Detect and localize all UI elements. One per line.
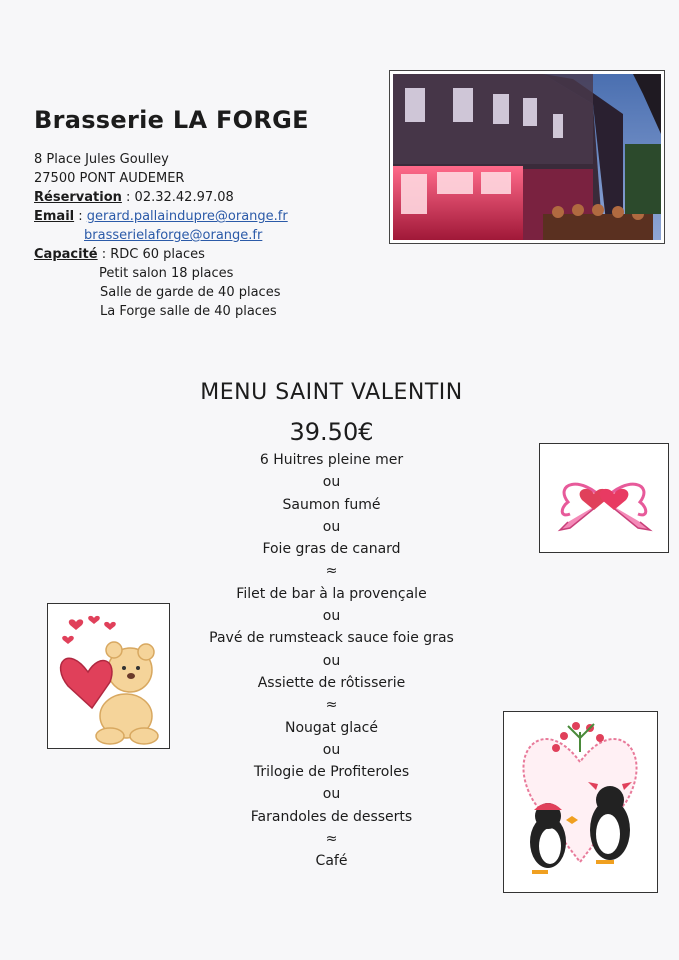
menu-item-text: Saumon fumé xyxy=(282,496,381,513)
ribbon-hearts-icon xyxy=(540,444,668,552)
email-label: Email xyxy=(34,209,75,224)
address-line-2: 27500 PONT AUDEMER xyxy=(34,171,185,186)
menu-item-text: ou xyxy=(322,608,341,625)
restaurant-name: Brasserie LA FORGE xyxy=(34,106,309,134)
capacity-salle-de-garde: Salle de garde de 40 places xyxy=(100,285,281,300)
menu-item-text: ou xyxy=(322,741,341,758)
teddy-bear-picture xyxy=(47,603,170,749)
capacity-la-forge: La Forge salle de 40 places xyxy=(100,304,277,319)
reservation-phone: : 02.32.42.97.08 xyxy=(126,190,234,205)
menu-item-text: Filet de bar à la provençale xyxy=(236,585,427,602)
capacity-rdc: : RDC 60 places xyxy=(101,247,205,262)
menu-course-divider xyxy=(0,560,679,582)
menu-item-text: Pavé de rumsteack sauce foie gras xyxy=(209,630,454,647)
reservation-line xyxy=(34,189,234,207)
email-line xyxy=(34,208,288,226)
email-line-2 xyxy=(84,227,262,245)
menu-item-text: ≈ xyxy=(325,563,338,580)
menu-item-text: Nougat glacé xyxy=(285,719,378,736)
address-line-1: 8 Place Jules Goulley xyxy=(34,152,169,167)
menu-item-text: ≈ xyxy=(325,831,338,848)
capacity-petit-salon: Petit salon 18 places xyxy=(99,266,234,281)
teddy-bear-heart-icon xyxy=(48,604,169,748)
ribbon-hearts-picture xyxy=(539,443,669,553)
email-separator: : xyxy=(74,209,87,224)
restaurant-facade-illustration xyxy=(393,74,661,240)
menu-item-text: ou xyxy=(322,786,341,803)
menu-item-text: ≈ xyxy=(325,697,338,714)
menu-price xyxy=(0,418,679,446)
restaurant-photo xyxy=(389,70,665,244)
menu-item-text: ou xyxy=(322,652,341,669)
menu-price-text: 39.50€ xyxy=(289,418,374,446)
menu-item-text: Assiette de rôtisserie xyxy=(257,674,406,691)
capacity-label: Capacité xyxy=(34,247,98,262)
menu-item-text: 6 Huitres pleine mer xyxy=(259,452,404,468)
menu-item-text: Café xyxy=(315,853,348,870)
menu-item-text: Trilogie de Profiteroles xyxy=(253,764,410,781)
penguins-picture xyxy=(503,711,658,893)
menu-item xyxy=(0,583,679,605)
email-link-2[interactable]: brasserielaforge@orange.fr xyxy=(84,228,263,243)
menu-item-text: ou xyxy=(322,518,341,535)
menu-title xyxy=(0,380,679,405)
penguins-heart-icon xyxy=(504,712,657,892)
menu-item-text: Foie gras de canard xyxy=(262,541,401,558)
capacity-line xyxy=(34,246,205,264)
menu-item-text: Farandoles de desserts xyxy=(250,808,413,825)
menu-item-text: ou xyxy=(322,474,341,491)
email-link-1[interactable]: gerard.pallaindupre@orange.fr xyxy=(86,209,288,224)
menu-title-text: MENU SAINT VALENTIN xyxy=(200,380,463,405)
reservation-label: Réservation xyxy=(34,190,122,205)
